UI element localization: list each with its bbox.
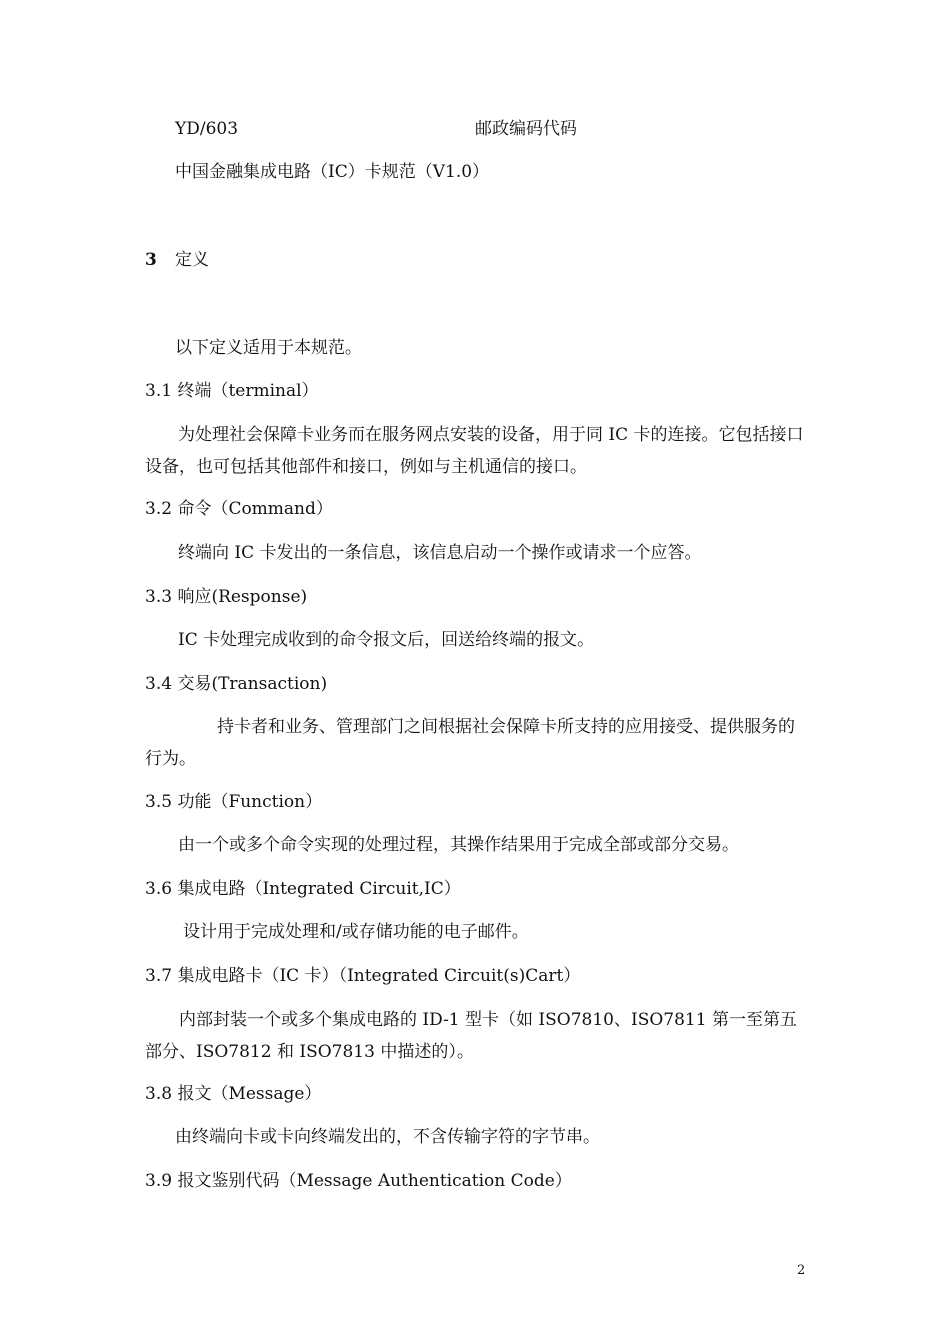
definition-text: 由一个或多个命令实现的处理过程，其操作结果用于完成全部或部分交易。	[178, 835, 739, 855]
reference-code: YD/603	[175, 119, 239, 139]
definition-term: 3.8 报文（Message）	[145, 1084, 322, 1104]
section-title: 定义	[175, 250, 209, 270]
definition-text: IC 卡处理完成收到的命令报文后，回送给终端的报文。	[178, 630, 595, 650]
definition-text: 为处理社会保障卡业务而在服务网点安装的设备，用于同 IC 卡的连接。它包括接口设备，也可包括其他部件和接口，例如与主机通信的接口。	[145, 425, 804, 477]
definition-text: 持卡者和业务、管理部门之间根据社会保障卡所支持的应用接受、提供服务的行为。	[145, 717, 795, 769]
definition-term: 3.9 报文鉴别代码（Message Authentication Code）	[145, 1171, 572, 1191]
definition-term: 3.1 终端（terminal）	[145, 381, 319, 401]
definition-term: 3.4 交易(Transaction)	[145, 674, 328, 694]
definition-term: 3.6 集成电路（Integrated Circuit,IC）	[145, 879, 461, 899]
definition-text: 内部封装一个或多个集成电路的 ID-1 型卡（如 ISO7810、ISO7811 第一至第五部分、ISO7812 和 ISO7813 中描述的）。	[145, 1010, 797, 1062]
definition-term: 3.2 命令（Command）	[145, 499, 333, 519]
section-intro: 以下定义适用于本规范。	[175, 338, 362, 358]
reference-item: 中国金融集成电路（IC）卡规范（V1.0）	[175, 162, 490, 182]
definition-text: 由终端向卡或卡向终端发出的，不含传输字符的字节串。	[175, 1127, 600, 1147]
section-number: 3	[145, 250, 157, 270]
reference-title: 邮政编码代码	[475, 119, 577, 139]
definition-term: 3.5 功能（Function）	[145, 792, 323, 812]
definition-text: 设计用于完成处理和/或存储功能的电子邮件。	[183, 922, 529, 942]
definition-text: 终端向 IC 卡发出的一条信息，该信息启动一个操作或请求一个应答。	[178, 543, 702, 563]
definition-term: 3.7 集成电路卡（IC 卡）（Integrated Circuit(s)Cart）	[145, 966, 581, 986]
page-number: 2	[797, 1263, 806, 1278]
definition-term: 3.3 响应(Response)	[145, 587, 308, 607]
